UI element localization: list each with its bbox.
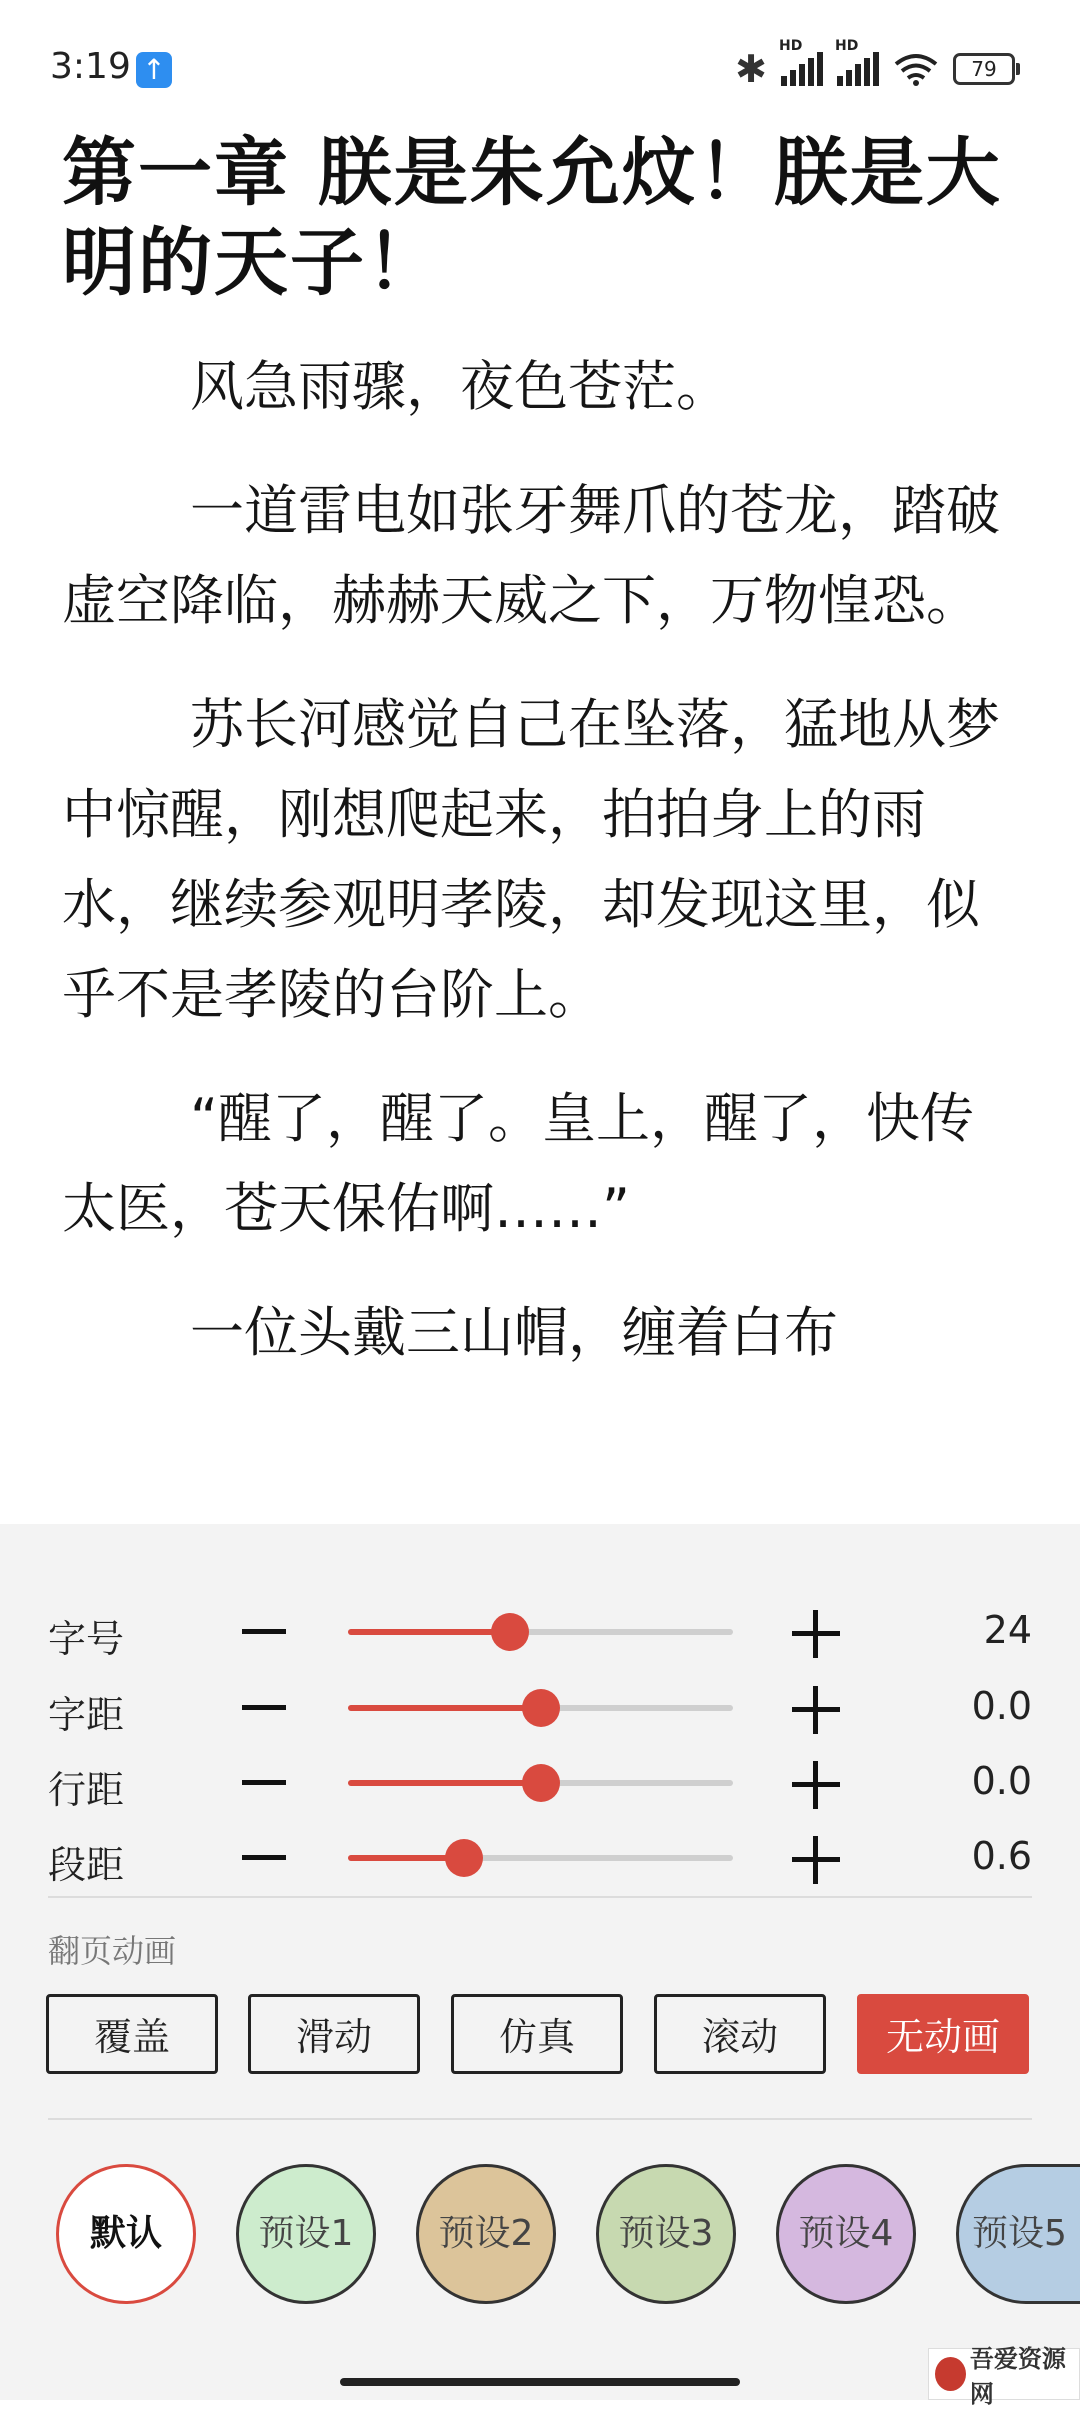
preset-2[interactable]: 预设2 xyxy=(416,2164,556,2304)
font-size-value: 24 xyxy=(983,1608,1032,1652)
font-size-row xyxy=(0,1602,1080,1662)
preset-5[interactable]: 预设5 xyxy=(956,2164,1080,2304)
line-spacing-label: 行距 xyxy=(48,1768,125,1812)
paragraph: 一位头戴三山帽，缠着白布 xyxy=(190,1301,838,1364)
slider-thumb[interactable] xyxy=(491,1613,529,1651)
line-spacing-row xyxy=(0,1753,1080,1813)
paragraph: 风急雨骤，夜色苍茫。 xyxy=(190,355,730,418)
paragraph: “醒了，醒了。皇上，醒了，快传太医，苍天保佑啊……” xyxy=(62,1087,974,1240)
wifi-icon xyxy=(893,52,939,86)
line-spacing-increase-button[interactable] xyxy=(792,1761,840,1809)
font-size-slider[interactable] xyxy=(348,1629,733,1635)
reader-content xyxy=(62,128,1022,1378)
battery-level: 79 xyxy=(953,53,1015,85)
signal-hd-1-icon: HD xyxy=(781,52,823,86)
chapter-title: 第一章 朕是朱允炆！朕是大明的天子！ xyxy=(62,130,1002,306)
divider xyxy=(48,2118,1032,2120)
page-turn-animation-label: 翻页动画 xyxy=(48,1932,177,1970)
paragraph: 苏长河感觉自己在坠落，猛地从梦中惊醒，刚想爬起来，拍拍身上的雨水，继续参观明孝陵，却发现这里，似乎不是孝陵的台阶上。 xyxy=(62,693,1000,1026)
paragraph: 一道雷电如张牙舞爪的苍龙，踏破虚空降临，赫赫天威之下，万物惶恐。 xyxy=(62,479,1000,632)
font-size-increase-button[interactable] xyxy=(792,1610,840,1658)
line-spacing-decrease-button[interactable] xyxy=(242,1780,286,1785)
paragraph-spacing-label: 段距 xyxy=(48,1843,125,1887)
signal-hd-2-icon: HD xyxy=(837,52,879,86)
status-time: 3:19 xyxy=(50,46,131,87)
battery-icon xyxy=(953,53,1020,85)
letter-spacing-decrease-button[interactable] xyxy=(242,1705,286,1710)
paragraph-spacing-row xyxy=(0,1828,1080,1888)
preset-default[interactable]: 默认 xyxy=(56,2164,196,2304)
slider-thumb[interactable] xyxy=(522,1689,560,1727)
watermark xyxy=(928,2345,1080,2408)
letter-spacing-label: 字距 xyxy=(48,1693,125,1737)
upload-arrow-icon: ↑ xyxy=(136,52,172,88)
preset-3[interactable]: 预设3 xyxy=(596,2164,736,2304)
animation-cover-button[interactable]: 覆盖 xyxy=(46,1994,218,2074)
letter-spacing-slider[interactable] xyxy=(348,1705,733,1711)
slider-thumb[interactable] xyxy=(445,1839,483,1877)
paragraph-spacing-value: 0.6 xyxy=(971,1834,1032,1878)
preset-1[interactable]: 预设1 xyxy=(236,2164,376,2304)
status-bar xyxy=(0,0,1080,140)
letter-spacing-value: 0.0 xyxy=(971,1684,1032,1728)
animation-slide-button[interactable]: 滑动 xyxy=(248,1994,420,2074)
divider xyxy=(48,1896,1032,1898)
status-icons xyxy=(735,38,1020,94)
animation-simulation-button[interactable]: 仿真 xyxy=(451,1994,623,2074)
letter-spacing-row xyxy=(0,1678,1080,1738)
paragraph-spacing-increase-button[interactable] xyxy=(792,1836,840,1884)
preset-4[interactable]: 预设4 xyxy=(776,2164,916,2304)
font-size-label: 字号 xyxy=(48,1617,125,1661)
watermark-logo-icon xyxy=(935,2357,966,2391)
home-indicator[interactable] xyxy=(340,2378,740,2386)
paragraph-spacing-slider[interactable] xyxy=(348,1855,733,1861)
line-spacing-value: 0.0 xyxy=(971,1759,1032,1803)
bluetooth-icon: ✱ xyxy=(735,47,767,91)
line-spacing-slider[interactable] xyxy=(348,1780,733,1786)
reading-settings-panel xyxy=(0,1524,1080,2400)
watermark-text: 吾爱资源网 xyxy=(969,2345,1066,2408)
animation-none-button[interactable]: 无动画 xyxy=(857,1994,1029,2074)
slider-thumb[interactable] xyxy=(522,1764,560,1802)
font-size-decrease-button[interactable] xyxy=(242,1629,286,1634)
letter-spacing-increase-button[interactable] xyxy=(792,1686,840,1734)
paragraph-spacing-decrease-button[interactable] xyxy=(242,1855,286,1860)
animation-scroll-button[interactable]: 滚动 xyxy=(654,1994,826,2074)
